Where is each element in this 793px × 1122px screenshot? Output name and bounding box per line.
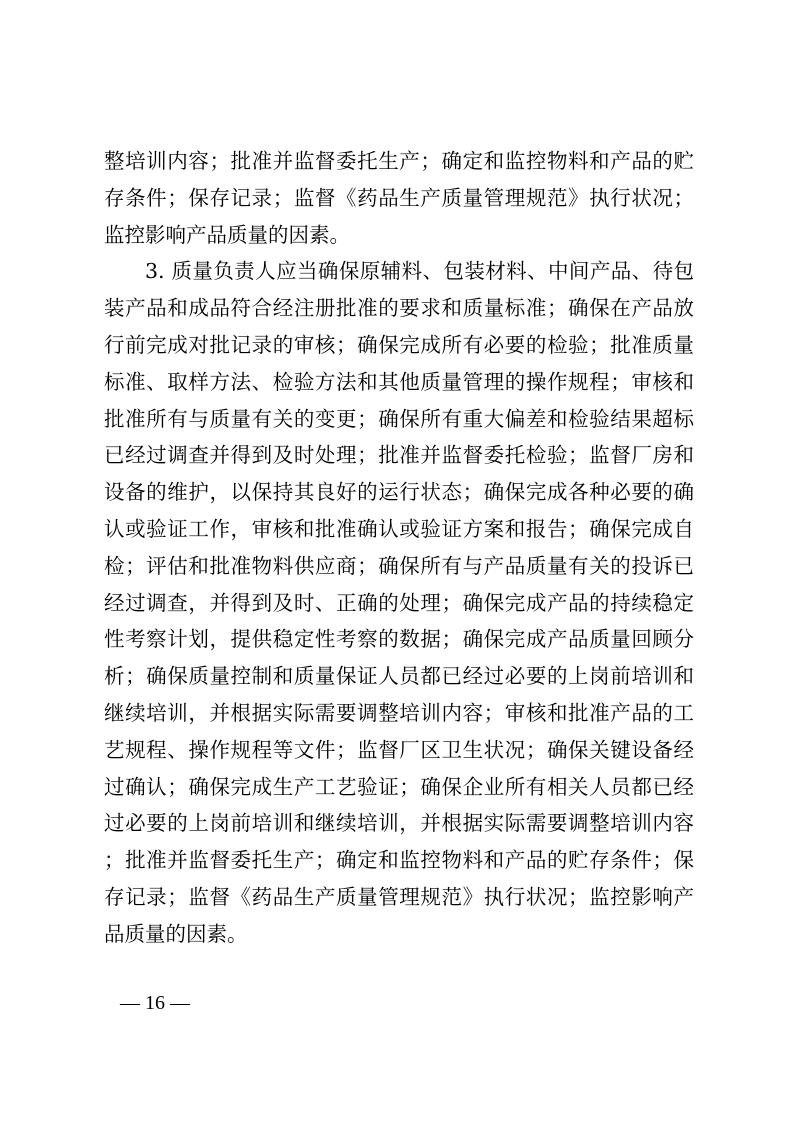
document-body [104, 143, 694, 953]
paragraph-continuation: 整培训内容；批准并监督委托生产；确定和监控物料和产品的贮存条件；保存记录；监督《药品生产质量管理规范》执行状况；监控影响产品质量的因素。 [104, 149, 694, 247]
paragraph-item-3: 3. 质量负责人应当确保原辅料、包装材料、中间产品、待包装产品和成品符合经注册批准的要求和质量标准；确保在产品放行前完成对批记录的审核；确保完成所有必要的检验；批准质量标准、取样方法、检验方法和其他质量管理的操作规程；审核和批准所有与质量有关的变更；确保所有重大偏差和检验结果超标已经过调查并得到及时处理；批准并监督委托检验；监督厂房和设备的维护，以保持其良好的运行状态；确保完成各种必要的确认或验证工作，审核和批准确认或验证方案和报告；确保完成自检；评估和批准物料供应商；确保所有与产品质量有关的投诉已经过调查，并得到及时、正确的处理；确保完成产品的持续稳定性考察计划，提供稳定性考察的数据；确保完成产品质量回顾分析；确保质量控制和质量保证人员都已经过必要的上岗前培训和继续培训，并根据实际需要调整培训内容；审核和批准产品的工艺规程、操作规程等文件；监督厂区卫生状况；确保关键设备经过确认；确保完成生产工艺验证；确保企业所有相关人员都已经过必要的上岗前培训和继续培训，并根据实际需要调整培训内容；批准并监督委托生产；确定和监控物料和产品的贮存条件；保存记录；监督《药品生产质量管理规范》执行状况；监控影响产品质量的因素。 [104, 259, 694, 946]
page-number: — 16 — [120, 992, 190, 1014]
